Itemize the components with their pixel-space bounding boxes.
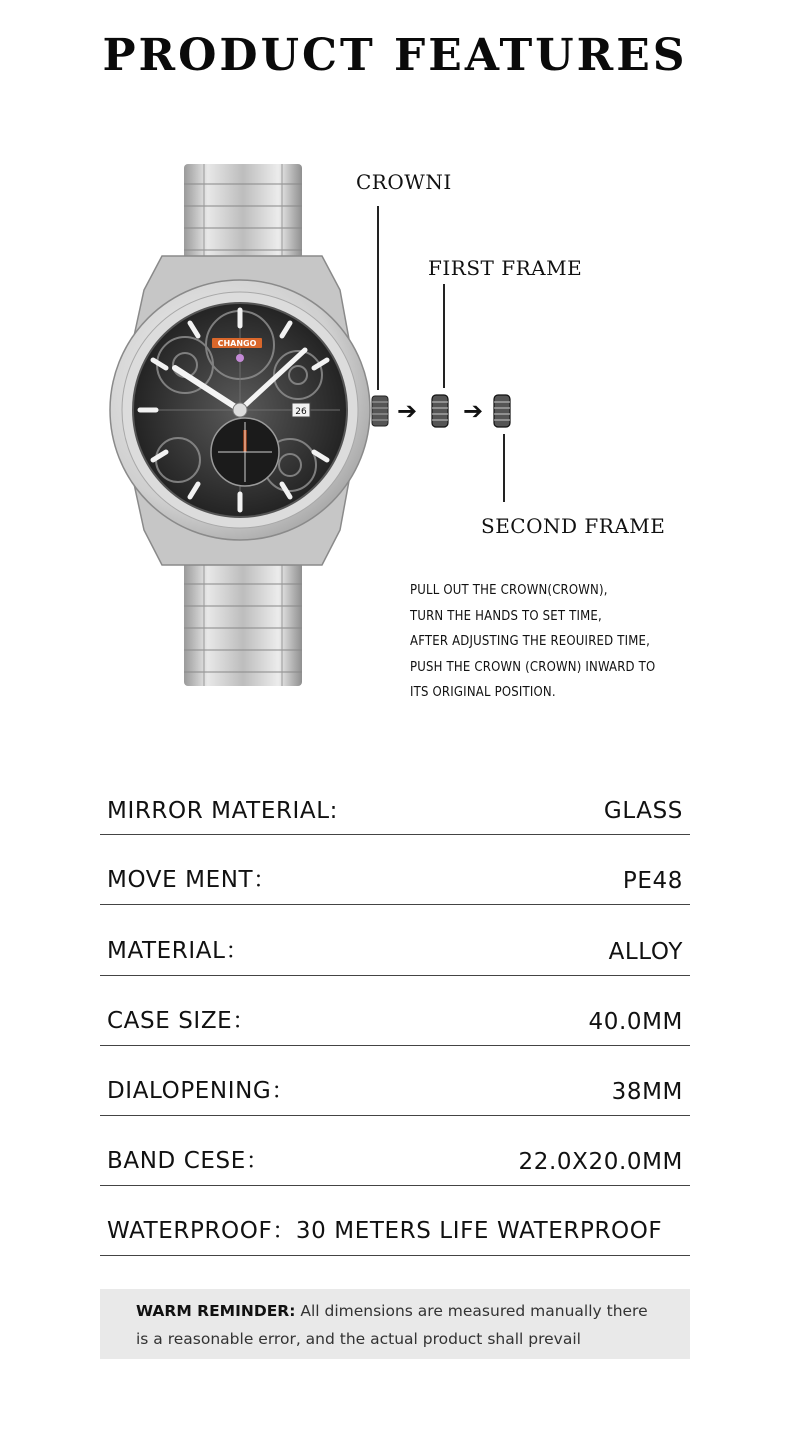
instruction-line: PUSH THE CROWN (CROWN) INWARD TO [410, 659, 656, 675]
warm-reminder-heading: WARM REMINDER: [136, 1302, 296, 1320]
second-frame-pointer-line [503, 434, 505, 502]
spec-label: DIALOPENING： [107, 1077, 295, 1104]
warm-reminder-text: All dimensions are measured manually there is a reasonable error, and the actual product shall prevail [136, 1302, 648, 1348]
crown-first-frame-icon [431, 394, 449, 428]
second-frame-label: SECOND FRAME [481, 514, 666, 538]
arrow-right-icon: ➔ [463, 397, 484, 425]
warm-reminder-box [100, 1289, 690, 1359]
spec-label: CASE SIZE： [107, 1007, 256, 1034]
spec-label: MATERIAL： [107, 937, 250, 964]
page-title: PRODUCT FEATURES [102, 30, 688, 81]
spec-value: GLASS [603, 798, 683, 825]
spec-value: 22.0X20.0MM [518, 1149, 683, 1176]
spec-label: MIRROR MATERIAL: [107, 798, 339, 825]
spec-row-case-size [100, 976, 690, 1046]
watch-illustration [100, 160, 400, 690]
spec-table [100, 765, 690, 1256]
spec-label: WATERPROOF：30 METERS LIFE WATERPROOF [107, 1218, 663, 1245]
spec-row-band-size [100, 1116, 690, 1186]
instruction-line: TURN THE HANDS TO SET TIME, [410, 608, 602, 624]
watch-band-top [184, 164, 302, 260]
spec-row-waterproof [100, 1186, 690, 1256]
spec-value: 38MM [611, 1078, 683, 1105]
crown-instructions [410, 578, 710, 706]
spec-value: 40.0MM [588, 1008, 683, 1035]
crown-second-frame-icon [493, 394, 511, 428]
spec-value: ALLOY [608, 938, 683, 965]
arrow-right-icon: ➔ [397, 397, 418, 425]
spec-label: BAND CESE： [107, 1148, 270, 1175]
instruction-line: PULL OUT THE CROWN(CROWN), [410, 583, 608, 598]
crown-pointer-line [377, 206, 379, 390]
instruction-line: ITS ORIGINAL POSITION. [410, 685, 556, 700]
spec-row-dial-opening [100, 1046, 690, 1116]
watch-brand: CHANGO [217, 339, 257, 348]
spec-value: PE48 [622, 868, 683, 895]
watch-date: 26 [295, 407, 307, 417]
watch-band-bottom [184, 560, 302, 686]
spec-row-material [100, 905, 690, 975]
crown-label: CROWNI [356, 170, 452, 194]
first-frame-label: FIRST FRAME [428, 256, 583, 280]
first-frame-pointer-line [443, 284, 445, 388]
spec-row-movement [100, 835, 690, 905]
instruction-line: AFTER ADJUSTING THE REOUIRED TIME, [410, 634, 651, 649]
spec-label: MOVE MENT： [107, 867, 277, 894]
spec-row-mirror-material [100, 765, 690, 835]
